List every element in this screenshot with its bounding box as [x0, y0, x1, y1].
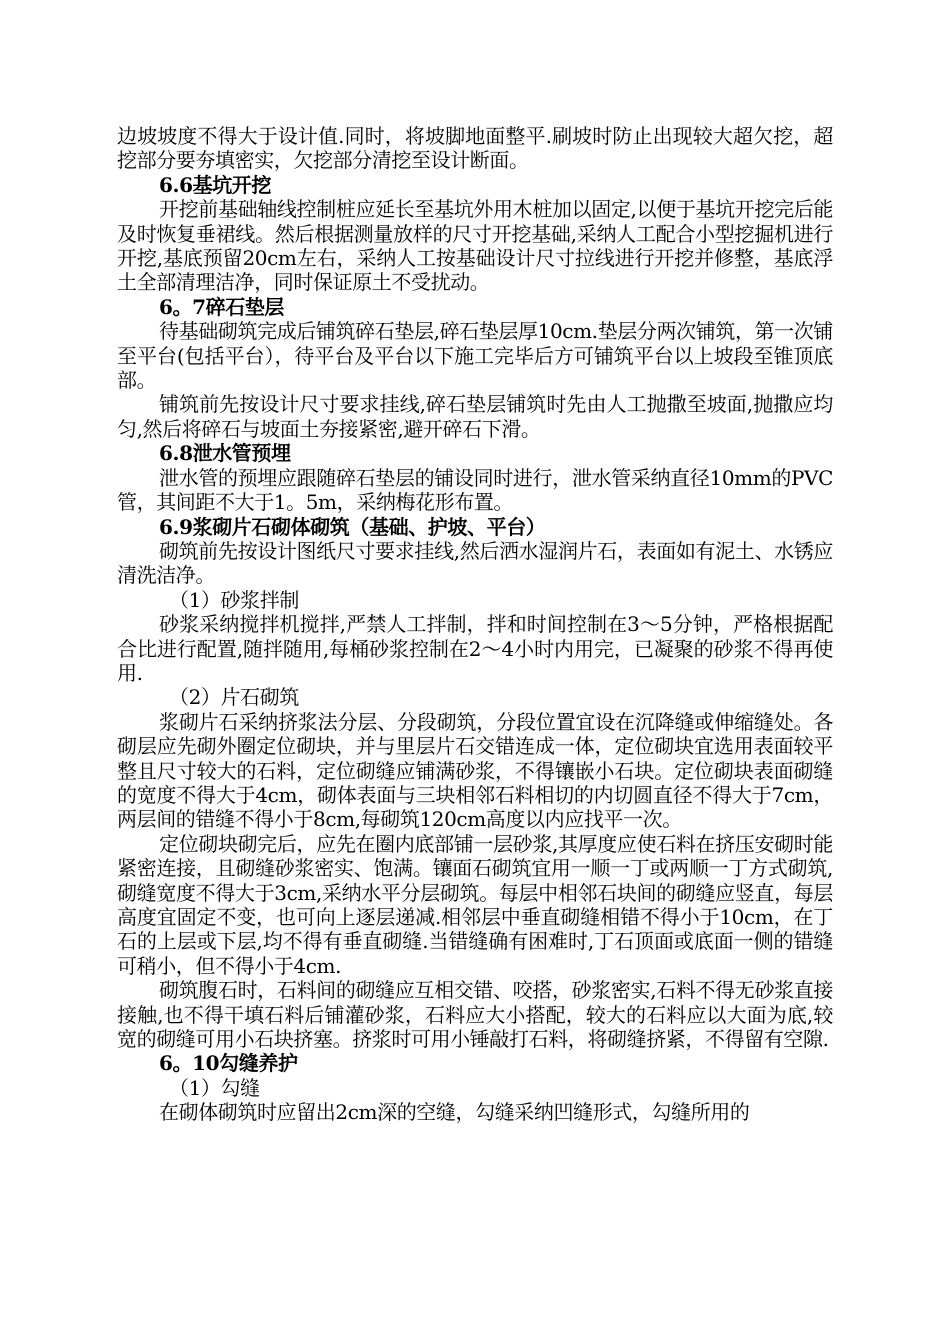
heading-6-6: 6.6基坑开挖	[159, 172, 271, 197]
subheading-pointing: （1）勾缝	[169, 1075, 260, 1100]
heading-6-8: 6.8泄水管预埋	[159, 441, 291, 466]
paragraph-stone-masonry: 浆砌片石采纳挤浆法分层、分段砌筑，分段位置宜设在沉降缝或伸缩缝处。各砌层应先砌外圈定位砌块，并与里层片石交错连成一体，定位砌块宜选用表面较平整且尺寸较大的石料，定位砌缝应铺满砂浆，不得镶嵌小石块。定位砌块表面砌缝的宽度不得大于4cm，砌体表面与三块相邻石料相切的内切圆直径不得大于7cm，两层间的错缝不得小于8cm,每砌筑120cm高度以内应找平一次。	[117, 709, 833, 832]
paragraph-gravel-cushion: 待基础砌筑完成后铺筑碎石垫层,碎石垫层厚10cm.垫层分两次铺筑，第一次铺至平台(包括平台），待平台及平台以下施工完毕后方可铺筑平台以上坡段至锥顶底部。	[117, 319, 833, 393]
subheading-stone-masonry: （2）片石砌筑	[169, 685, 299, 710]
paragraph-slope-finish: 边坡坡度不得大于设计值.同时，将坡脚地面整平.刷坡时防止出现较大超欠挖，超挖部分要夯填密实，欠挖部分清挖至设计断面。	[117, 124, 833, 173]
heading-6-9: 6.9浆砌片石砌体砌筑（基础、护坡、平台）	[159, 514, 546, 539]
paragraph-gravel-laying: 铺筑前先按设计尺寸要求挂线,碎石垫层铺筑时先由人工抛撒至坡面,抛撒应均匀,然后将碎石与坡面土夯接紧密,避开碎石下滑。	[117, 392, 833, 441]
document-page	[117, 124, 833, 1125]
paragraph-positioning-blocks: 定位砌块砌完后，应先在圈内底部铺一层砂浆,其厚度应使石料在挤压安砌时能紧密连接，且砌缝砂浆密实、饱满。镶面石砌筑宜用一顺一丁或两顺一丁方式砌筑,砌缝宽度不得大于3cm,采纳水平分层砌筑。每层中相邻石块间的砌缝应竖直，每层高度宜固定不变，也可向上逐层递减.相邻层中垂直砌缝相错不得小于10cm，在丁石的上层或下层,均不得有垂直砌缝.当错缝确有困难时,丁石顶面或底面一侧的错缝可稍小，但不得小于4cm.	[117, 831, 833, 978]
heading-6-10: 6。10勾缝养护	[159, 1051, 298, 1076]
paragraph-excavation: 开挖前基础轴线控制桩应延长至基坑外用木桩加以固定,以便于基坑开挖完后能及时恢复垂裙线。然后根据测量放样的尺寸开挖基础,采纳人工配合小型挖掘机进行开挖,基底预留20cm左右，采纳人工按基础设计尺寸拉线进行开挖并修整，基底浮土全部清理洁净，同时保证原土不受扰动。	[117, 197, 833, 295]
paragraph-mortar-mixing: 砂浆采纳搅拌机搅拌,严禁人工拌制，拌和时间控制在3～5分钟，严格根据配合比进行配置,随拌随用,每桶砂浆控制在2～4小时内用完，已凝聚的砂浆不得再使用.	[117, 612, 833, 685]
paragraph-pointing: 在砌体砌筑时应留出2cm深的空缝，勾缝采纳凹缝形式，勾缝所用的	[159, 1100, 750, 1125]
subheading-mortar-mixing: （1）砂浆拌制	[169, 587, 299, 612]
heading-6-7: 6。7碎石垫层	[159, 294, 285, 319]
paragraph-inner-stones: 砌筑腹石时，石料间的砌缝应互相交错、咬搭，砂浆密实,石料不得无砂浆直接接触,也不得干填石料后铺灌砂浆，石料应大小搭配，较大的石料应以大面为底,较宽的砌缝可用小石块挤塞。挤浆时可用小锤敲打石料，将砌缝挤紧，不得留有空隙.	[117, 978, 833, 1052]
paragraph-drain-pipe: 泄水管的预埋应跟随碎石垫层的铺设同时进行，泄水管采纳直径10mm的PVC管，其间距不大于1。5m，采纳梅花形布置。	[117, 465, 833, 515]
paragraph-masonry-prep: 砌筑前先按设计图纸尺寸要求挂线,然后洒水湿润片石，表面如有泥土、水锈应清洗洁净。	[117, 538, 833, 588]
